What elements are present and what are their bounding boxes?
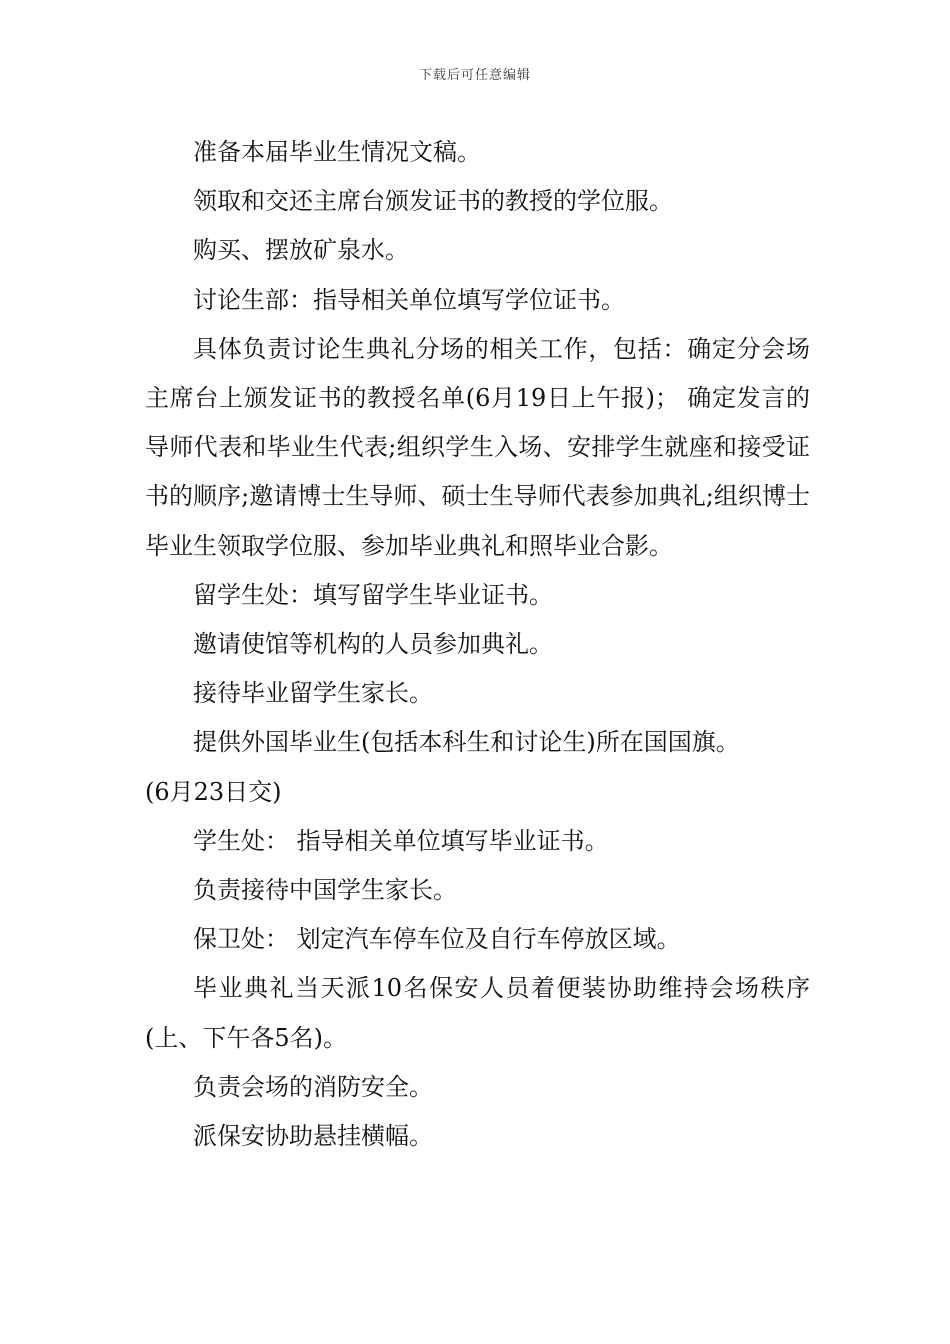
paragraph: 领取和交还主席台颁发证书的教授的学位服。 — [193, 187, 673, 216]
paragraph: 提供外国毕业生(包括本科生和讨论生)所在国国旗。 — [193, 728, 740, 757]
paragraph: 负责会场的消防安全。 — [193, 1072, 433, 1101]
paragraph: 接待毕业留学生家长。 — [193, 679, 433, 708]
page-header: 下载后可任意编辑 — [418, 68, 531, 83]
paragraph: 准备本届毕业生情况文稿。 — [193, 138, 481, 166]
paragraph: 负责接待中国学生家长。 — [193, 876, 457, 905]
paragraph: 购买、摆放矿泉水。 — [193, 236, 409, 265]
paragraph: 学生处： 指导相关单位填写毕业证书。 — [193, 826, 609, 855]
paragraph: 毕业典礼当天派10名保安人员着便装协助维持会场秩序(上、下午各5名)。 — [145, 974, 810, 1052]
paragraph: 讨论生部：指导相关单位填写学位证书。 — [193, 285, 625, 314]
paragraph: 邀请使馆等机构的人员参加典礼。 — [193, 630, 553, 659]
paragraph: 具体负责讨论生典礼分场的相关工作，包括：确定分会场主席台上颁发证书的教授名单(6月19日上午报)； 确定发言的导师代表和毕业生代表;组织学生入场、安排学生就座和接受证书的顺序;邀请博士生导师、硕士生导师代表参加典礼;组织博士毕业生领取学位服、参加毕业典礼和照毕业合影。 — [145, 334, 810, 560]
paragraph: 派保安协助悬挂横幅。 — [193, 1122, 433, 1151]
paragraph: (6月23日交) — [145, 777, 282, 806]
paragraph: 保卫处： 划定汽车停车位及自行车停放区域。 — [193, 925, 681, 954]
document-body — [145, 128, 810, 1161]
paragraph: 留学生处：填写留学生毕业证书。 — [193, 580, 553, 609]
